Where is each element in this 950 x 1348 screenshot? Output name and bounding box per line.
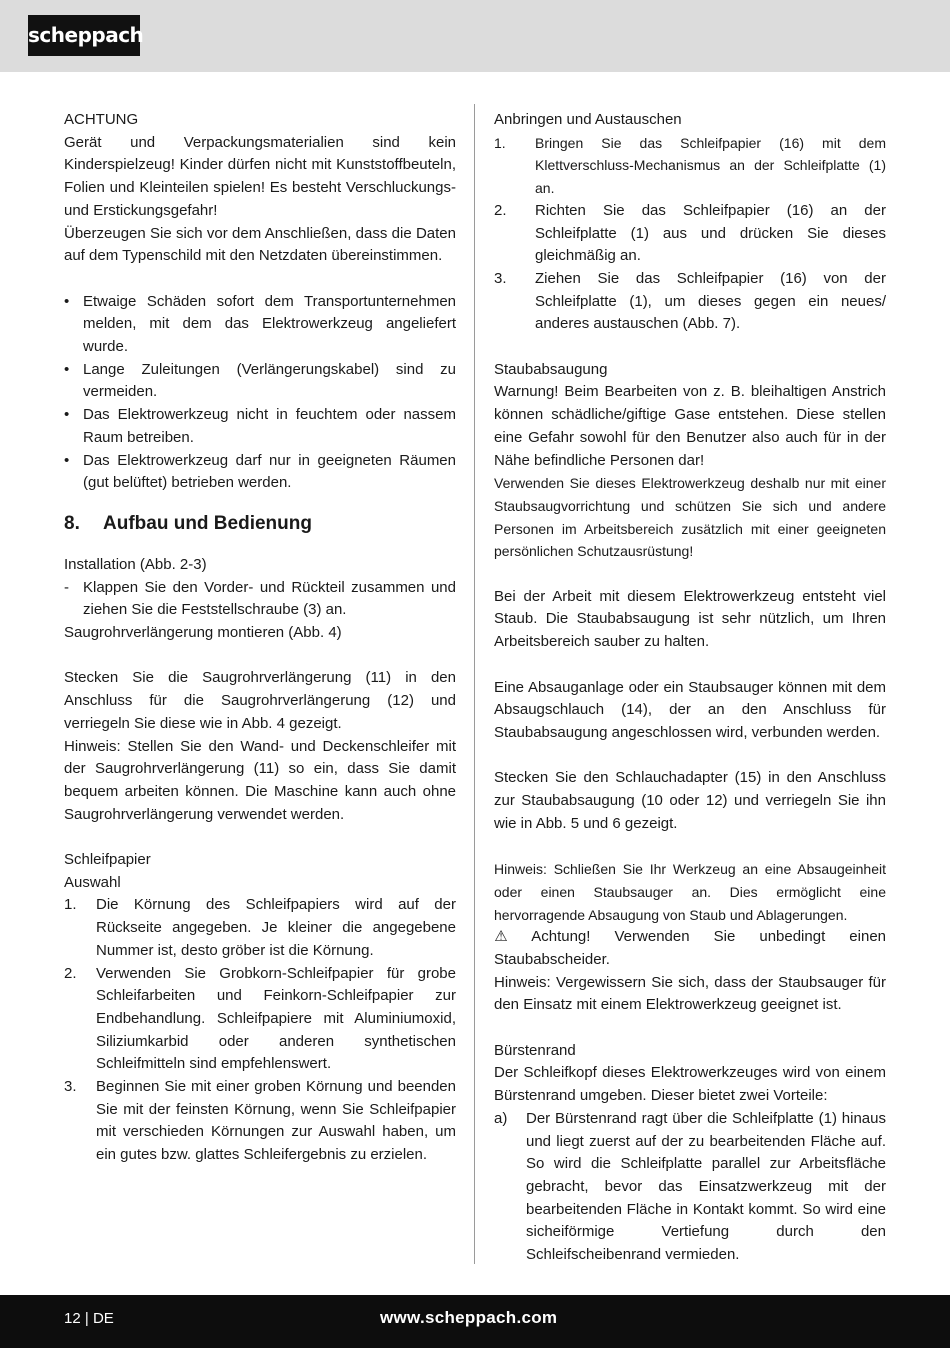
warning-triangle-icon: ⚠ [494,928,508,946]
right-column [494,109,886,1267]
footer-separator: | [84,1310,89,1327]
bullet-mark: • [64,406,70,424]
extension-note: Hinweis: Stellen Sie den Wand- und Deckenschleifer mit der Saugrohrverlängerung (11) so ein, dass Sie damit bequem arbeiten können. Die Maschine kann auch ohne Saugrohrverlängerung verwendet werden. [64,737,456,823]
brush-intro: Der Schleifkopf dieses Elektrowerkzeuges wird von einem Bürstenrand umgeben. Dieser bietet zwei Vorteile: [494,1064,886,1105]
bullet-mark: • [64,451,70,469]
section-number: 8. [64,512,80,534]
item-text: Bringen Sie das Schleifpapier (16) mit dem Klettverschluss-Mechanismus an der Schleifplatte (1) an. [535,134,886,197]
item-number: 1. [494,134,506,151]
column-divider [474,104,475,1264]
left-column [64,109,456,1167]
selection-item [64,1076,456,1167]
page-footer [0,1295,950,1348]
selection-item [64,963,456,1077]
dash-mark: - [64,578,69,596]
attach-item [494,268,886,336]
dust-use: Verwenden Sie dieses Elektrowerkzeug deshalb nur mit einer Staubsaugvorrichtung und schützen Sie sich und andere Personen im Arbeitsbereich zusätzlich mit einer geeigneten persönlichen Schutzausrüstung! [494,475,886,560]
bullet-text: Das Elektrowerkzeug nicht in feuchtem oder nassem Raum betreiben. [83,406,456,446]
installation-heading: Installation (Abb. 2-3) [64,555,207,573]
bullet-mark: • [64,292,70,310]
attach-item [494,132,886,200]
item-text: Ziehen Sie das Schleifpapier (16) von der Schleifplatte (1), um dieses gegen ein neues/ anderes austauschen (Abb. 7). [535,269,886,333]
item-text: Richten Sie das Schleifpapier (16) an der Schleifplatte (1) aus und drücken Sie dieses gleichmäßig an. [535,201,886,265]
dust-separator-text: Achtung! Verwenden Sie unbedingt einen Staubabscheider. [494,928,886,968]
item-number: 2. [494,201,507,219]
bullet-text: Das Elektrowerkzeug darf nur in geeigneten Räumen (gut belüftet) betrieben werden. [83,451,456,492]
brush-heading: Bürstenrand [494,1041,576,1059]
check-text: Überzeugen Sie sich vor dem Anschließen, dass die Daten auf dem Typenschild mit den Netzdaten übereinstimmen. [64,224,456,265]
section-heading [64,512,456,536]
attach-heading: Anbringen und Austauschen [494,111,682,128]
bullet-text: Etwaige Schäden sofort dem Transportunternehmen melden, mit dem das Elektrowerkzeug angeliefert wurde. [83,292,456,356]
dust-info: Bei der Arbeit mit diesem Elektrowerkzeug entsteht viel Staub. Die Staubabsaugung ist sehr nützlich, um Ihren Arbeitsbereich sauber zu halten. [494,587,886,651]
dust-warning: Warnung! Beim Bearbeiten von z. B. bleihaltigen Anstrich können schädliche/giftige Gase entstehen. Diese stellen eine Gefahr sowohl für den Benutzer also auch für in der Nähe befindliche Personen dar! [494,383,886,469]
item-number: 3. [494,269,507,287]
item-number: 2. [64,964,77,982]
dust-connect: Eine Absauganlage oder ein Staubsauger können mit dem Absaugschlauch (14), der an den Anschluss für Staubabsaugung angeschlossen wird, verbunden werden. [494,678,886,741]
dust-hint: Hinweis: Schließen Sie Ihr Werkzeug an eine Absaugeinheit oder einen Staubsauger an. Dies ermöglicht eine hervorragende Absaugung von Staub und Ablagerungen. [494,861,886,923]
bullet-item [64,291,456,359]
item-text: Verwenden Sie Grobkorn-Schleifpapier für grobe Schleifarbeiten und Feinkorn-Schleifpapier zur Endbehandlung. Schleifpapiere mit Aluminiumoxid, Siliziumkarbid oder anderen synthetischen Schleifmitteln sind empfehlenswert. [96,964,456,1073]
dust-adapter: Stecken Sie den Schlauchadapter (15) in den Anschluss zur Staubabsaugung (10 oder 12) und verriegeln Sie ihn wie in Abb. 5 und 6 gezeigt. [494,769,886,832]
dust-separator [494,926,886,971]
attach-item [494,200,886,268]
item-text: Der Bürstenrand ragt über die Schleifplatte (1) hinaus und liegt zuerst auf der zu bearbeitenden Fläche auf. So wird die Schleifplatte parallel zur Arbeitsfläche gebracht, bevor das Einsatzwerkzeug mit der bearbeitenden Fläche in Kontakt kommt. So wird eine sicheiförmige Vertiefung durch den Schleifscheibenrand vermieden. [526,1109,886,1264]
section-title: Aufbau und Bedienung [103,512,312,534]
installation-step-text: Klappen Sie den Vorder- und Rückteil zusammen und ziehen Sie die Feststellschraube (3) an. [83,578,456,619]
item-number: 1. [64,896,77,914]
item-text: Beginnen Sie mit einer groben Körnung und beenden Sie mit der feinsten Körnung, wenn Sie Schleifpapier mit verschieden Körnungen zur Auswahl haben, um ein gutes bzw. glattes Schleifergebnis zu erzielen. [96,1078,456,1164]
language-code: DE [92,1310,114,1327]
warning-heading: ACHTUNG [64,111,139,128]
bullet-item [64,404,456,449]
bullet-text: Lange Zuleitungen (Verlängerungskabel) sind zu vermeiden. [83,360,456,401]
item-text: Die Körnung des Schleifpapiers wird auf der Rückseite angegeben. Je kleiner die angegebene Nummer ist, desto gröber ist die Körnung. [96,896,456,959]
item-number: 3. [64,1078,77,1096]
dust-check: Hinweis: Vergewissern Sie sich, dass der Staubsauger für den Einsatz mit einem Elektrowerkzeug geeignet ist. [494,973,886,1014]
page-indicator [64,1310,114,1327]
bullet-item [64,359,456,404]
website-link[interactable]: www.scheppach.com [380,1308,558,1327]
selection-item [64,894,456,962]
page-header [0,0,950,72]
bullet-mark: • [64,360,70,378]
extension-heading: Saugrohrverlängerung montieren (Abb. 4) [64,624,342,642]
warning-text: Gerät und Verpackungsmaterialien sind kein Kinderspielzeug! Kinder dürfen nicht mit Kunststoffbeuteln, Folien und Kleinteilen spielen! Es besteht Verschluckungs- und Erstickungsgefahr! [64,133,456,219]
dust-heading: Staubabsaugung [494,360,608,378]
page-number: 12 [64,1310,81,1327]
item-number: a) [494,1109,508,1127]
bullet-item [64,450,456,495]
sandpaper-heading: Schleifpapier [64,851,151,869]
selection-heading: Auswahl [64,873,121,891]
brush-item [494,1108,886,1267]
scheppach-logo: scheppach [28,15,140,56]
installation-step [64,577,456,622]
extension-text: Stecken Sie die Saugrohrverlängerung (11) in den Anschluss für die Saugrohrverlängerung (12) und verriegeln Sie diese wie in Abb. 4 gezeigt. [64,669,456,732]
